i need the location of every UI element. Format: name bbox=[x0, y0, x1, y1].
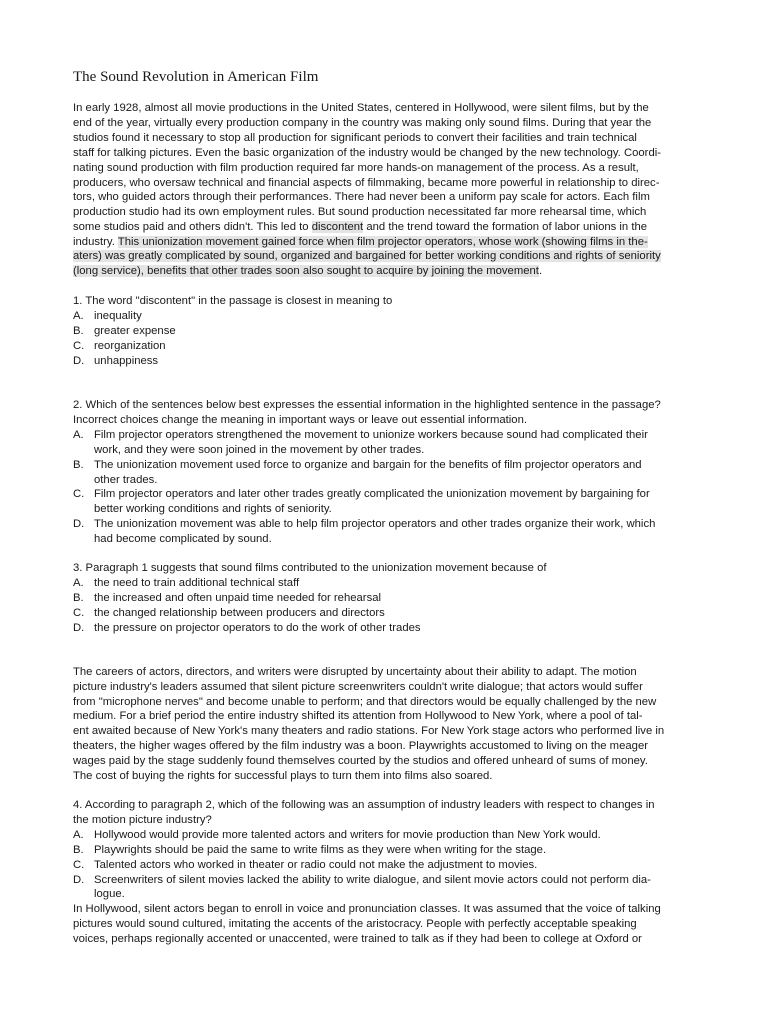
answer-option-c[interactable] bbox=[73, 858, 537, 873]
highlighted-sentence: (long service), benefits that other trades soon also sought to acquire by joining the movement bbox=[73, 265, 539, 277]
paragraph-line: production studio had its own employment rules. But sound production necessitated far more rehearsal time, which bbox=[73, 206, 647, 218]
highlighted-sentence: aters) was greatly complicated by sound, organized and bargained for better working conditions and rights of seniority bbox=[73, 250, 661, 262]
question-stem: 4. According to paragraph 2, which of the following was an assumption of industry leaders with respect to changes in bbox=[73, 799, 655, 811]
paragraph-line: medium. For a brief period the entire industry shifted its attention from Hollywood to New York, where a pool of tal- bbox=[73, 710, 643, 722]
answer-option-d[interactable] bbox=[73, 621, 421, 636]
option-letter: A. bbox=[73, 829, 84, 841]
option-letter: C. bbox=[73, 607, 85, 619]
paragraph-line: pictures would sound cultured, imitating the accents of the aristocracy. People with perfectly acceptable speaking bbox=[73, 918, 637, 930]
option-text: Playwrights should be paid the same to write films as they were when writing for the stage. bbox=[94, 844, 547, 856]
option-text: The unionization movement was able to help film projector operators and other trades organize their work, which bbox=[94, 518, 656, 530]
highlighted-word: discontent bbox=[311, 221, 364, 233]
answer-option-a[interactable] bbox=[73, 309, 142, 324]
paragraph-line: nating sound production with film production required far more hands-on management of the process. As a result, bbox=[73, 162, 639, 174]
option-letter: D. bbox=[73, 622, 85, 634]
option-text: inequality bbox=[94, 310, 142, 322]
paragraph-line: producers, who oversaw technical and financial aspects of filmmaking, became more powerful in relationship to direc- bbox=[73, 177, 660, 189]
option-text-continued: logue. bbox=[94, 888, 125, 900]
paragraph-line: theaters, the higher wages offered by the film industry was a boon. Playwrights accustomed to living on the meager bbox=[73, 740, 648, 752]
paragraph-line: ent awaited because of New York's many theaters and radio stations. For New York stage actors who performed live in bbox=[73, 725, 665, 737]
paragraph-line: end of the year, virtually every production company in the country was making only sound films. During that year the bbox=[73, 117, 652, 129]
answer-option-d[interactable] bbox=[73, 354, 158, 369]
paragraph-line: The cost of buying the rights for successful plays to turn them into films also soared. bbox=[73, 770, 493, 782]
paragraph-line: In Hollywood, silent actors began to enroll in voice and pronunciation classes. It was assumed that the voice of talking bbox=[73, 903, 661, 915]
option-text: Screenwriters of silent movies lacked the ability to write dialogue, and silent movie actors could not perform dia- bbox=[94, 874, 651, 886]
option-text: greater expense bbox=[94, 325, 176, 337]
option-letter: A. bbox=[73, 310, 84, 322]
paragraph-line: voices, perhaps regionally accented or unaccented, were trained to talk as if they had been to college at Oxford or bbox=[73, 933, 642, 945]
option-letter: C. bbox=[73, 859, 85, 871]
option-text: unhappiness bbox=[94, 355, 159, 367]
option-text: Talented actors who worked in theater or radio could not make the adjustment to movies. bbox=[94, 859, 538, 871]
answer-option-b[interactable] bbox=[73, 324, 176, 339]
paragraph-line: In early 1928, almost all movie productions in the United States, centered in Hollywood, were silent films, but by the bbox=[73, 102, 649, 114]
question-stem: 2. Which of the sentences below best expresses the essential information in the highlighted sentence in the passage? bbox=[73, 399, 661, 411]
option-letter: C. bbox=[73, 488, 85, 500]
option-letter: B. bbox=[73, 844, 84, 856]
highlighted-sentence: This unionization movement gained force when film projector operators, whose work (showing films in the- bbox=[117, 236, 648, 248]
option-text: reorganization bbox=[94, 340, 166, 352]
option-letter: A. bbox=[73, 577, 84, 589]
text-run: and the trend toward the formation of labor unions in the bbox=[363, 221, 648, 233]
option-text: the increased and often unpaid time needed for rehearsal bbox=[94, 592, 382, 604]
option-letter: B. bbox=[73, 592, 84, 604]
option-text: Film projector operators and later other trades greatly complicated the unionization movement by bargaining for bbox=[94, 488, 650, 500]
question-stem: 1. The word "discontent" in the passage is closest in meaning to bbox=[73, 295, 393, 307]
option-letter: D. bbox=[73, 518, 85, 530]
paragraph-line: The careers of actors, directors, and writers were disrupted by uncertainty about their ability to adapt. The motion bbox=[73, 666, 637, 678]
answer-option-c[interactable] bbox=[73, 487, 650, 502]
paragraph-line bbox=[73, 220, 647, 235]
option-letter: D. bbox=[73, 355, 85, 367]
question-stem: 3. Paragraph 1 suggests that sound films contributed to the unionization movement because of bbox=[73, 562, 547, 574]
option-letter: C. bbox=[73, 340, 85, 352]
option-text: The unionization movement used force to organize and bargain for the benefits of film projector operators and bbox=[94, 459, 642, 471]
document-title: The Sound Revolution in American Film bbox=[73, 69, 319, 85]
paragraph-line bbox=[73, 264, 542, 279]
answer-option-a[interactable] bbox=[73, 576, 299, 591]
option-text: the changed relationship between producers and directors bbox=[94, 607, 385, 619]
option-letter: D. bbox=[73, 874, 85, 886]
option-text: Hollywood would provide more talented actors and writers for movie production than New York would. bbox=[94, 829, 601, 841]
answer-option-b[interactable] bbox=[73, 591, 381, 606]
text-run: industry. bbox=[73, 236, 118, 248]
text-run: some studios paid and others didn't. This led to bbox=[73, 221, 312, 233]
option-letter: A. bbox=[73, 429, 84, 441]
option-text-continued: had become complicated by sound. bbox=[94, 533, 272, 545]
answer-option-a[interactable] bbox=[73, 428, 648, 443]
answer-option-d[interactable] bbox=[73, 517, 655, 532]
option-text-continued: better working conditions and rights of seniority. bbox=[94, 503, 332, 515]
answer-option-d[interactable] bbox=[73, 873, 651, 888]
option-text-continued: work, and they were soon joined in the movement by other trades. bbox=[94, 444, 425, 456]
question-stem: the motion picture industry? bbox=[73, 814, 212, 826]
option-text: Film projector operators strengthened the movement to unionize workers because sound had complicated their bbox=[94, 429, 648, 441]
option-text: the need to train additional technical staff bbox=[94, 577, 300, 589]
paragraph-line: staff for talking pictures. Even the basic organization of the industry would be changed by the new technology. Coordi- bbox=[73, 147, 661, 159]
question-stem: Incorrect choices change the meaning in important ways or leave out essential information. bbox=[73, 414, 527, 426]
paragraph-line: tors, who guided actors through their performances. There had never been a uniform pay scale for actors. Each film bbox=[73, 191, 650, 203]
paragraph-line: from "microphone nerves" and become unable to perform; and that directors would be equally challenged by the new bbox=[73, 696, 657, 708]
answer-option-c[interactable] bbox=[73, 339, 166, 354]
paragraph-line bbox=[73, 235, 648, 250]
paragraph-line: picture industry's leaders assumed that silent picture screenwriters couldn't write dialogue; that actors would suffer bbox=[73, 681, 643, 693]
paragraph-line: studios found it necessary to stop all production for significant periods to convert their facilities and train technical bbox=[73, 132, 637, 144]
paragraph-line bbox=[73, 249, 661, 264]
option-letter: B. bbox=[73, 325, 84, 337]
option-text: the pressure on projector operators to do the work of other trades bbox=[94, 622, 421, 634]
option-letter: B. bbox=[73, 459, 84, 471]
answer-option-b[interactable] bbox=[73, 843, 546, 858]
answer-option-a[interactable] bbox=[73, 828, 601, 843]
option-text-continued: other trades. bbox=[94, 474, 158, 486]
answer-option-c[interactable] bbox=[73, 606, 385, 621]
text-run: . bbox=[538, 265, 543, 277]
paragraph-line: wages paid by the stage suddenly found themselves courted by the studios and offered unheard of sums of money. bbox=[73, 755, 648, 767]
answer-option-b[interactable] bbox=[73, 458, 642, 473]
